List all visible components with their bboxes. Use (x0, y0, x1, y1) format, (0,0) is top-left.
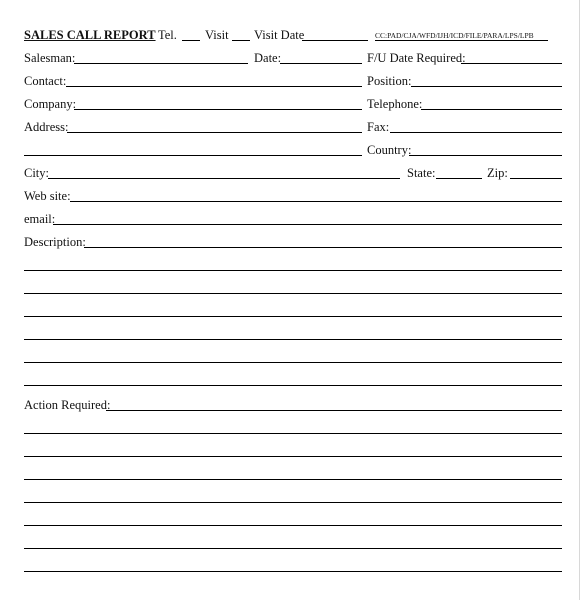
telephone-label: Telephone: (367, 97, 423, 111)
website-field[interactable] (70, 201, 562, 202)
city-field[interactable] (48, 178, 400, 179)
description-line[interactable] (24, 339, 562, 340)
visit-date-label: Visit Date (254, 28, 305, 42)
description-label: Description: (24, 235, 86, 249)
description-line[interactable] (24, 362, 562, 363)
visit-date-field[interactable] (302, 40, 368, 41)
email-field[interactable] (53, 224, 562, 225)
contact-label: Contact: (24, 74, 67, 88)
zip-field[interactable] (510, 178, 562, 179)
tel-checkbox-line[interactable] (182, 40, 200, 41)
description-line[interactable] (84, 247, 562, 248)
city-label: City: (24, 166, 50, 180)
action-line[interactable] (106, 410, 562, 411)
tel-label: Tel. (158, 28, 177, 42)
fu-date-label: F/U Date Required: (367, 51, 466, 65)
form-title: SALES CALL REPORT (24, 28, 156, 42)
company-label: Company: (24, 97, 77, 111)
email-label: email: (24, 212, 56, 226)
action-line[interactable] (24, 502, 562, 503)
company-field[interactable] (74, 109, 362, 110)
description-line[interactable] (24, 385, 562, 386)
address-field-line-1[interactable] (67, 132, 362, 133)
cc-distribution: CC:PAD/CJA/WFD/IJH/ICD/FILE/PARA/LPS/LPB (375, 31, 534, 40)
state-label: State: (407, 166, 436, 180)
date-label: Date: (254, 51, 282, 65)
action-line[interactable] (24, 525, 562, 526)
position-label: Position: (367, 74, 412, 88)
action-line[interactable] (24, 433, 562, 434)
action-line[interactable] (24, 548, 562, 549)
cc-underline (375, 40, 548, 41)
action-required-label: Action Required: (24, 398, 111, 412)
visit-checkbox-line[interactable] (232, 40, 250, 41)
position-field[interactable] (411, 86, 562, 87)
country-label: Country: (367, 143, 412, 157)
action-line[interactable] (24, 571, 562, 572)
action-line[interactable] (24, 479, 562, 480)
contact-field[interactable] (66, 86, 362, 87)
description-line[interactable] (24, 270, 562, 271)
address-label: Address: (24, 120, 69, 134)
description-line[interactable] (24, 293, 562, 294)
state-field[interactable] (436, 178, 482, 179)
description-line[interactable] (24, 316, 562, 317)
country-field[interactable] (409, 155, 562, 156)
salesman-label: Salesman: (24, 51, 76, 65)
action-line[interactable] (24, 456, 562, 457)
telephone-field[interactable] (421, 109, 562, 110)
salesman-field[interactable] (74, 63, 248, 64)
date-field[interactable] (280, 63, 362, 64)
website-label: Web site: (24, 189, 71, 203)
fax-label: Fax: (367, 120, 390, 134)
fu-date-field[interactable] (461, 63, 562, 64)
visit-label: Visit (205, 28, 229, 42)
fax-field[interactable] (390, 132, 562, 133)
zip-label: Zip: (487, 166, 508, 180)
address-field-line-2[interactable] (24, 155, 362, 156)
